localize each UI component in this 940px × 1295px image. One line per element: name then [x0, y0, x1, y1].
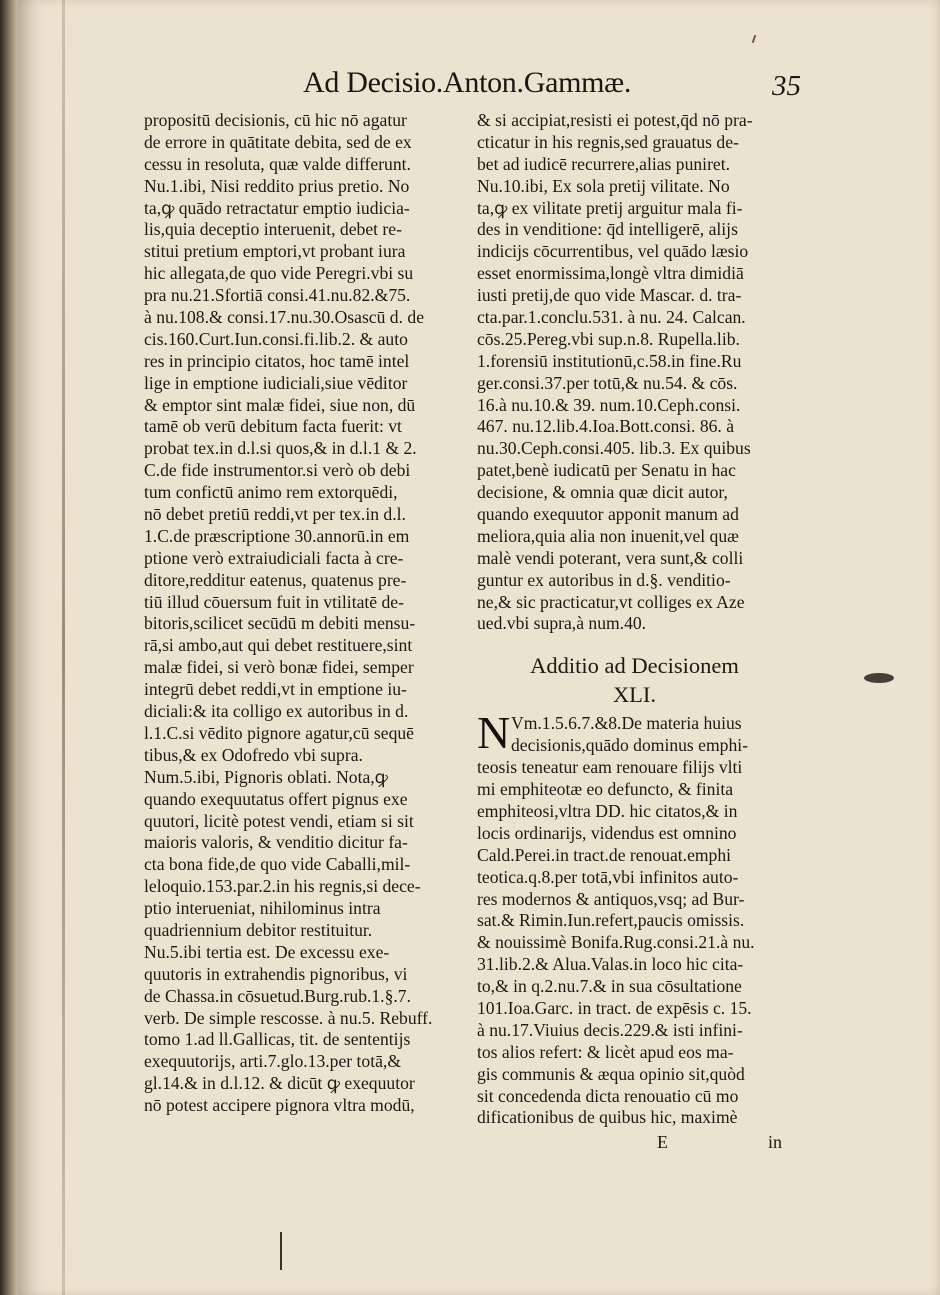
catchword: in — [767, 1132, 782, 1153]
text-line: ne,& sic practicatur,vt colliges ex Aze — [477, 591, 745, 612]
text-line: res in principio citatos, hoc tamē intel — [144, 350, 410, 371]
text-line: ta,ꝙ ex vilitate pretij arguitur mala fi- — [477, 197, 743, 218]
text-line: teotica.q.8.per totā,vbi infinitos auto- — [477, 866, 739, 887]
text-line: leloquio.153.par.2.in his regnis,si dece- — [144, 876, 421, 897]
text-line: nu.30.Ceph.consi.405. lib.3. Ex quibus — [477, 438, 751, 459]
text-line: hic allegata,de quo vide Peregri.vbi su — [144, 263, 414, 284]
left-column — [144, 110, 459, 1117]
text-line: propositū decisionis, cū hic nō agatur — [144, 110, 407, 130]
text-line: 1.forensiū institutionū,c.58.in fine.Ru — [477, 350, 742, 371]
text-line: quutoris in extrahendis pignoribus, vi — [144, 963, 408, 984]
text-line: 31.lib.2.& Alua.Valas.in loco hic cita- — [477, 954, 744, 975]
gutter-shadow — [62, 0, 65, 1295]
addition-lines — [477, 757, 792, 1129]
text-line: & nouissimè Bonifa.Rug.consi.21.à nu. — [477, 932, 755, 953]
signature-line — [477, 1129, 792, 1155]
text-line: Nu.5.ibi tertia est. De excessu exe- — [144, 941, 390, 962]
text-line: ger.consi.37.per totū,& nu.54. & cōs. — [477, 372, 738, 393]
text-line: malæ fidei, si verò bonæ fidei, semper — [144, 657, 414, 678]
text-line: patet,benè iudicatū per Senatu in hac — [477, 460, 736, 481]
text-line: cessu in resoluta, quæ valde differunt. — [144, 153, 411, 174]
pen-stroke-mark — [280, 1232, 282, 1270]
text-line: 101.Ioa.Garc. in tract. de expēsis c. 15. — [477, 997, 752, 1018]
text-line: decisione, & omnia quæ dicit autor, — [477, 482, 728, 503]
text-line: cticatur in his regnis,sed grauatus de- — [477, 131, 739, 152]
text-line: Nu.10.ibi, Ex sola pretij vilitate. No — [477, 175, 730, 196]
text-line: iusti pretij,de quo vide Mascar. d. tra- — [477, 285, 742, 306]
text-line: 467. nu.12.lib.4.Ioa.Bott.consi. 86. à — [477, 416, 735, 437]
text-line: tum confictū animo rem extorquēdi, — [144, 482, 398, 503]
text-line: lis,quia deceptio interuenit, debet re- — [144, 219, 402, 240]
text-line: Nu.1.ibi, Nisi reddito prius pretio. No — [144, 175, 410, 196]
text-line: tiū illud cōuersum fuit in vtilitatē de- — [144, 591, 404, 612]
text-line: nō debet pretiū reddi,vt per tex.in d.l. — [144, 504, 406, 525]
text-line: ditore,redditur eatenus, quatenus pre- — [144, 569, 407, 590]
text-line: Cald.Perei.in tract.de renouat.emphi — [477, 844, 732, 865]
text-line: malè vendi poterant, vera sunt,& colli — [477, 547, 744, 568]
drop-cap-lines — [477, 707, 792, 759]
text-line: res modernos & antiquos,vsq; ad Bur- — [477, 888, 745, 909]
text-line: indicijs cōcurrentibus, vel quādo læsio — [477, 241, 749, 262]
text-line: quando exequutor apponit manum ad — [477, 504, 739, 525]
text-line: mi emphiteotæ eo defuncto, & finita — [477, 779, 734, 800]
text-line: C.de fide instrumentor.si verò ob debi — [144, 460, 411, 481]
text-line: dificationibus de quibus hic, maximè — [477, 1107, 738, 1128]
right-column-text — [477, 110, 792, 635]
text-line: sat.& Rimin.Iun.refert,paucis omissis. — [477, 910, 745, 931]
text-line: gis communis & æqua opinio sit,quòd — [477, 1063, 745, 1084]
text-line: quadriennium debitor restituitur. — [144, 919, 373, 940]
text-line: de Chassa.in cōsuetud.Burg.rub.1.§.7. — [144, 985, 411, 1006]
text-line: diciali:& ita colligo ex autoribus in d. — [144, 701, 409, 722]
text-line: cta.par.1.conclu.531. à nu. 24. Calcan. — [477, 307, 746, 328]
text-line: à nu.108.& consi.17.nu.30.Osascū d. de — [144, 307, 424, 328]
text-line: sit concedenda dicta renouatio cū mo — [477, 1085, 739, 1106]
text-line: Vm.1.5.6.7.&8.De materia huius — [511, 713, 742, 734]
text-line: l.1.C.si vēdito pignore agatur,cū sequē — [144, 722, 414, 743]
text-line: cōs.25.Pereg.vbi sup.n.8. Rupella.lib. — [477, 328, 740, 349]
text-line: à nu.17.Viuius decis.229.& isti infini- — [477, 1019, 743, 1040]
text-line: ptione verò extraiudiciali facta à cre- — [144, 547, 404, 568]
text-line: rā,si ambo,aut qui debet restituere,sint — [144, 635, 413, 656]
text-line: de errore in quātitate debita, sed de ex — [144, 131, 412, 152]
book-page — [18, 0, 940, 1295]
text-line: quando exequutatus offert pignus exe — [144, 788, 408, 809]
text-line: ptio interueniat, nihilominus intra — [144, 898, 381, 919]
text-line: meliora,quia alia non inuenit,vel quæ — [477, 525, 739, 546]
right-column — [477, 110, 792, 1155]
text-line: & si accipiat,resisti ei potest,q̄d nō pra- — [477, 110, 753, 130]
addition-heading-line2: XLI. — [612, 682, 657, 708]
text-line: tamē ob verū debitum facta fuerit: vt — [144, 416, 402, 437]
text-line: 16.à nu.10.& 39. num.10.Ceph.consi. — [477, 394, 741, 415]
running-head-title: Ad Decisio.Anton.Gammæ. — [303, 66, 632, 99]
text-line: & emptor sint malæ fidei, siue non, dū — [144, 394, 416, 415]
text-line: probat tex.in d.l.si quos,& in d.l.1 & 2. — [144, 438, 417, 459]
text-line: maioris valoris, & venditio dicitur fa- — [144, 832, 408, 853]
book-spine-edge — [0, 0, 18, 1295]
text-line: nō potest accipere pignora vltra modū, — [144, 1095, 415, 1116]
text-line: esset enormissima,longè vltra dimidiā — [477, 263, 744, 284]
text-line: tos alios refert: & licèt apud eos ma- — [477, 1041, 734, 1062]
text-line: pra nu.21.Sfortiā consi.41.nu.82.&75. — [144, 285, 411, 306]
text-line: des in venditione: q̄d intelligerē, alijs — [477, 219, 738, 240]
addition-body — [477, 707, 792, 1129]
text-line: 1.C.de præscriptione 30.annorū.in em — [144, 525, 410, 546]
text-line: stitui pretium emptori,vt probant iura — [144, 241, 406, 262]
text-line: verb. De simple rescosse. à nu.5. Rebuff. — [144, 1007, 433, 1028]
page-number: 35 — [772, 70, 801, 102]
text-line: ta,ꝙ quādo retractatur emptio iudicia- — [144, 197, 410, 218]
text-line: gl.14.& in d.l.12. & dicūt ꝙ exequutor — [144, 1073, 415, 1094]
text-line: bitoris,scilicet secūdū m debiti mensu- — [144, 613, 416, 634]
text-line: exequutorijs, arti.7.glo.13.per totā,& — [144, 1051, 402, 1072]
ink-blot — [864, 673, 894, 683]
addition-heading-line1: Additio ad Decisionem — [530, 653, 739, 679]
ink-speck — [752, 35, 757, 43]
text-line: ued.vbi supra,à num.40. — [477, 613, 647, 634]
text-line: teosis teneatur eam renouare filijs vlti — [477, 757, 743, 778]
text-line: cta bona fide,de quo vide Caballi,mil- — [144, 854, 411, 875]
drop-cap-initial: N — [477, 707, 511, 759]
text-line: cis.160.Curt.Iun.consi.fi.lib.2. & auto — [144, 328, 408, 349]
text-line: tomo 1.ad ll.Gallicas, tit. de sententijs — [144, 1029, 411, 1050]
text-line: locis ordinarijs, videndus est omnino — [477, 822, 737, 843]
signature-mark: E — [657, 1132, 668, 1153]
text-line: quutori, licitè potest vendi, etiam si sit — [144, 810, 414, 831]
text-line: Num.5.ibi, Pignoris oblati. Nota,ꝙ — [144, 766, 388, 787]
text-line: decisionis,quādo dominus emphi- — [511, 735, 749, 756]
text-line: bet ad iudicē recurrere,alias puniret. — [477, 153, 731, 174]
text-line: tibus,& ex Odofredo vbi supra. — [144, 744, 363, 765]
text-line: lige in emptione iudiciali,siue vēditor — [144, 372, 408, 393]
text-line: to,& in q.2.nu.7.& in sua cōsultatione — [477, 976, 742, 997]
text-line: guntur ex autoribus in d.§. venditio- — [477, 569, 731, 590]
text-line: integrū debet reddi,vt in emptione iu- — [144, 679, 407, 700]
text-line: emphiteosi,vltra DD. hic citatos,& in — [477, 800, 738, 821]
